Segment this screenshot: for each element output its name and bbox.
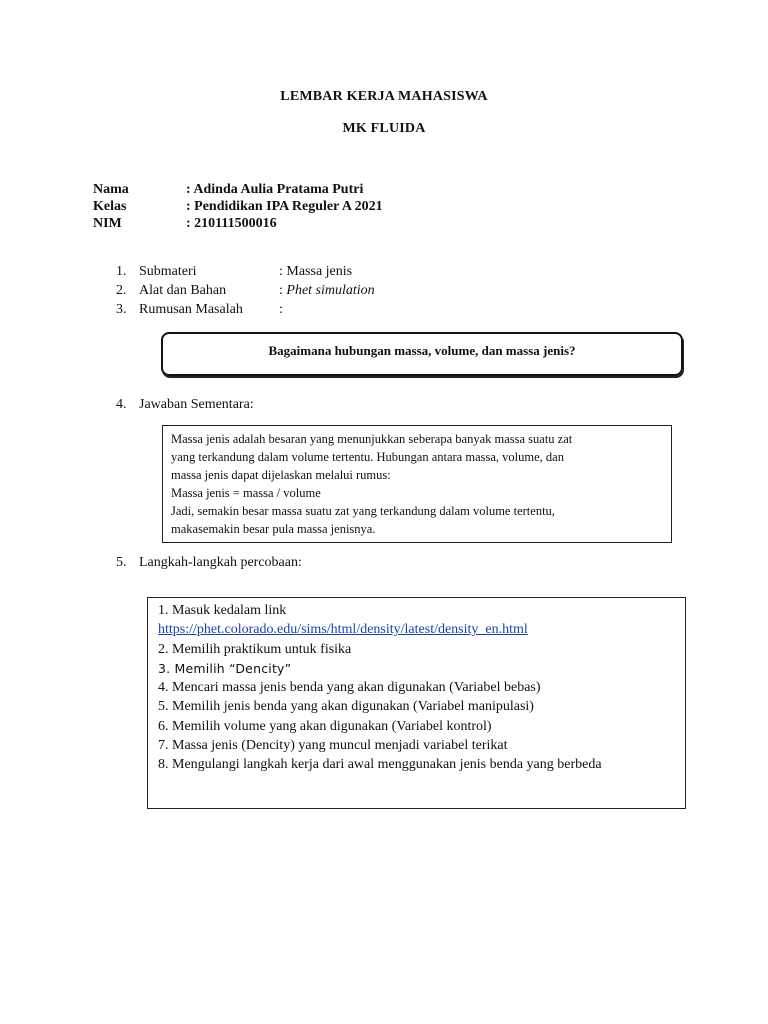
- section-label: Jawaban Sementara:: [139, 397, 254, 412]
- identity-label: Nama: [93, 182, 129, 197]
- hypothesis-box: [162, 425, 672, 543]
- hypothesis-formula: Massa jenis = massa / volume: [171, 486, 321, 500]
- section-value: :: [279, 302, 283, 317]
- step-3: 3. Memilih “Dencity”: [158, 660, 292, 676]
- document-subtitle: MK FLUIDA: [342, 121, 426, 136]
- identity-label: Kelas: [93, 199, 127, 214]
- identity-value: : 210111500016: [186, 216, 277, 231]
- section-label: Rumusan Masalah: [139, 302, 243, 317]
- step-2: 2. Memilih praktikum untuk fisika: [158, 641, 352, 657]
- step-7: 7. Massa jenis (Dencity) yang muncul menjadi variabel terikat: [158, 738, 508, 754]
- section-label: Submateri: [139, 264, 197, 279]
- problem-statement-box: [161, 332, 683, 376]
- section-number: 2.: [116, 283, 127, 298]
- hypothesis-line: Massa jenis adalah besaran yang menunjukkan seberapa banyak massa suatu zat: [171, 432, 573, 446]
- hypothesis-line: makasemakin besar pula massa jenisnya.: [171, 522, 376, 536]
- step-6: 6. Memilih volume yang akan digunakan (Variabel kontrol): [158, 718, 492, 734]
- section-number: 1.: [116, 264, 127, 279]
- procedure-steps-box: [147, 597, 686, 809]
- section-label: Alat dan Bahan: [139, 283, 227, 298]
- section-value-italic: Phet simulation: [286, 283, 375, 298]
- step-4: 4. Mencari massa jenis benda yang akan digunakan (Variabel bebas): [158, 680, 541, 696]
- section-value: [279, 283, 375, 299]
- hypothesis-line: yang terkandung dalam volume tertentu. Hubungan antara massa, volume, dan: [171, 450, 564, 464]
- phet-density-link[interactable]: https://phet.colorado.edu/sims/html/density/latest/density_en.html: [158, 622, 528, 638]
- section-number: 5.: [116, 555, 127, 570]
- hypothesis-line: massa jenis dapat dijelaskan melalui rumus:: [171, 468, 391, 482]
- step-8: 8. Mengulangi langkah kerja dari awal menggunakan jenis benda yang berbeda: [158, 757, 602, 773]
- identity-label: NIM: [93, 216, 122, 231]
- identity-value: : Adinda Aulia Pratama Putri: [186, 182, 364, 197]
- step-1: 1. Masuk kedalam link: [158, 603, 287, 618]
- hypothesis-line: Jadi, semakin besar massa suatu zat yang terkandung dalam volume tertentu,: [171, 504, 555, 518]
- section-colon: :: [279, 283, 287, 298]
- document-title: LEMBAR KERJA MAHASISWA: [280, 89, 488, 104]
- step-5: 5. Memilih jenis benda yang akan digunakan (Variabel manipulasi): [158, 699, 534, 715]
- section-label: Langkah-langkah percobaan:: [139, 555, 302, 570]
- section-value: : Massa jenis: [279, 264, 353, 279]
- section-number: 3.: [116, 302, 127, 317]
- problem-statement-text: Bagaimana hubungan massa, volume, dan massa jenis?: [268, 343, 576, 358]
- identity-value: : Pendidikan IPA Reguler A 2021: [186, 199, 383, 214]
- section-number: 4.: [116, 397, 127, 412]
